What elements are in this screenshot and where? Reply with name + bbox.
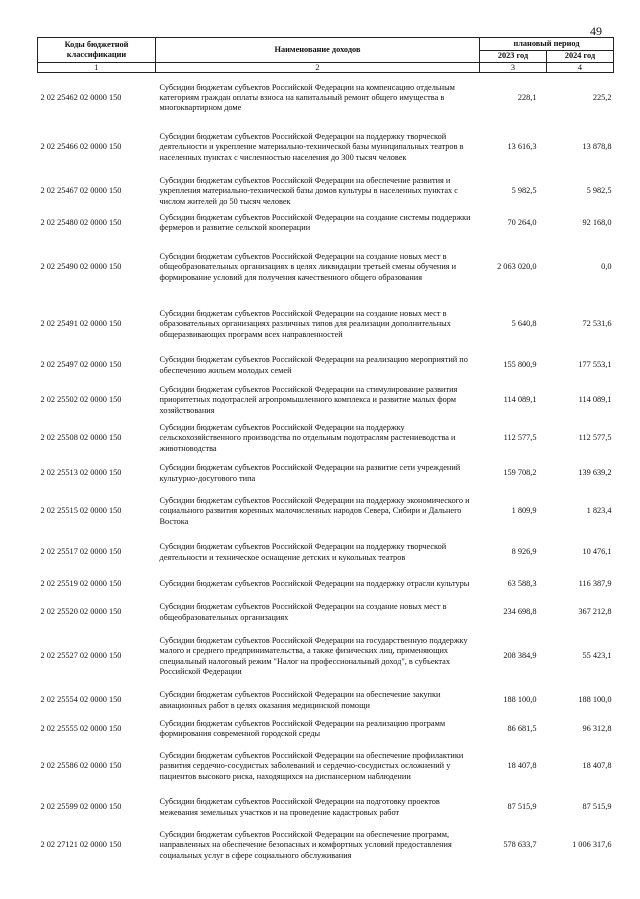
- table-row: [38, 792, 614, 824]
- value-2024: 116 387,9: [578, 578, 612, 588]
- value-2024: 55 423,1: [582, 651, 612, 661]
- value-2024: 72 531,6: [582, 319, 612, 329]
- code-column-header: Коды бюджетной классификации: [38, 38, 156, 63]
- value-2023: 188 100,0: [503, 695, 537, 705]
- column-number-4: 4: [547, 63, 614, 73]
- value-2024: 5 982,5: [586, 186, 612, 196]
- revenue-name: Субсидии бюджетам субъектов Российской Федерации на реализацию программ формирования современной городской среды: [159, 718, 446, 738]
- column-number-1: 1: [38, 63, 156, 73]
- table-row: [38, 211, 614, 236]
- table-row: [38, 173, 614, 211]
- revenue-name: Субсидии бюджетам субъектов Российской Федерации на государственную поддержку малого и среднего предпринимательства, а также физических лиц, применяющих специальный налоговый режим "Налог на профессиональный доход", в субъектах Российской Федерации: [159, 636, 468, 676]
- value-2023: 159 708,2: [503, 468, 537, 478]
- value-2023: 112 577,5: [503, 433, 537, 443]
- revenue-name: Субсидии бюджетам субъектов Российской Федерации на поддержку отрасли культуры: [159, 578, 470, 588]
- table-row: [38, 300, 614, 350]
- table-row: [38, 458, 614, 490]
- budget-code: 2 02 25513 02 0000 150: [40, 468, 122, 478]
- value-2023: 13 616,3: [507, 142, 537, 152]
- value-2023: 155 800,9: [503, 360, 537, 370]
- budget-code: 2 02 25497 02 0000 150: [40, 360, 122, 370]
- budget-code: 2 02 25508 02 0000 150: [40, 433, 122, 443]
- value-2024: 1 823,4: [586, 506, 612, 516]
- table-row: [38, 572, 614, 597]
- revenue-name: Субсидии бюджетам субъектов Российской Федерации на создание новых мест в образовательных организациях различных типов для реализации дополнительных общеразвивающих программ всех направленностей: [159, 309, 451, 339]
- value-2023: 2 063 020,0: [497, 262, 537, 272]
- year-2024-header: 2024 год: [547, 51, 614, 63]
- name-column-header: Наименование доходов: [156, 38, 480, 63]
- revenue-name: Субсидии бюджетам субъектов Российской Федерации на обеспечение профилактики развития сердечно-сосудистых заболеваний и сердечно-сосудистых осложнений у пациентов высокого риска, находящихся на диспансерном наблюдении: [159, 751, 464, 781]
- table-row: [38, 73, 614, 123]
- value-2024: 13 878,8: [582, 142, 612, 152]
- table-header: [38, 38, 614, 73]
- budget-code: 2 02 25519 02 0000 150: [40, 578, 122, 588]
- table-row: [38, 236, 614, 300]
- value-2023: 5 982,5: [511, 186, 537, 196]
- budget-code: 2 02 25502 02 0000 150: [40, 395, 122, 405]
- value-2023: 208 384,9: [503, 651, 537, 661]
- budget-code: 2 02 25490 02 0000 150: [40, 262, 122, 272]
- budget-code: 2 02 25462 02 0000 150: [40, 92, 122, 102]
- table-row: [38, 490, 614, 534]
- table-row: [38, 382, 614, 420]
- budget-code: 2 02 25599 02 0000 150: [40, 802, 122, 812]
- value-2024: 177 553,1: [578, 360, 612, 370]
- value-2023: 234 698,8: [503, 607, 537, 617]
- revenue-name: Субсидии бюджетам субъектов Российской Федерации на развитие сети учреждений культурно-досугового типа: [159, 463, 461, 483]
- value-2024: 114 089,1: [578, 395, 612, 405]
- revenue-name: Субсидии бюджетам субъектов Российской Федерации на поддержку экономического и социального развития коренных малочисленных народов Севера, Сибири и Дальнего Востока: [159, 496, 470, 526]
- table-row: [38, 420, 614, 458]
- table-row: [38, 717, 614, 742]
- table-row: [38, 350, 614, 382]
- value-2024: 92 168,0: [582, 217, 612, 227]
- revenue-name: Субсидии бюджетам субъектов Российской Федерации на создание системы поддержки фермеров и развитие сельской кооперации: [159, 212, 471, 232]
- value-2024: 1 006 317,6: [572, 840, 612, 850]
- table-row: [38, 123, 614, 173]
- budget-code: 2 02 25515 02 0000 150: [40, 506, 122, 516]
- value-2024: 96 312,8: [582, 723, 612, 733]
- revenue-name: Субсидии бюджетам субъектов Российской Федерации на поддержку творческой деятельности и техническое оснащение детских и кукольных театров: [159, 542, 447, 562]
- revenue-name: Субсидии бюджетам субъектов Российской Федерации на реализацию мероприятий по обеспечению жильем молодых семей: [159, 355, 468, 375]
- budget-code: 2 02 25527 02 0000 150: [40, 651, 122, 661]
- value-2023: 1 809,9: [511, 506, 537, 516]
- budget-code: 2 02 25554 02 0000 150: [40, 695, 122, 705]
- revenue-name: Субсидии бюджетам субъектов Российской Федерации на обеспечение развития и укрепления материально-технической базы домов культуры в населенных пунктах с числом жителей до 50 тысяч человек: [159, 176, 458, 206]
- revenue-name: Субсидии бюджетам субъектов Российской Федерации на создание новых мест в общеобразовательных организациях: [159, 602, 447, 622]
- value-2023: 70 264,0: [507, 217, 537, 227]
- revenue-table: [37, 37, 614, 868]
- revenue-name: Субсидии бюджетам субъектов Российской Федерации на поддержку творческой деятельности и укрепление материально-технической базы муниципальных театров в населенных пунктах с численностью населения до 300 тысяч человек: [159, 132, 464, 162]
- value-2023: 18 407,8: [507, 761, 537, 771]
- value-2023: 87 515,9: [507, 802, 537, 812]
- value-2024: 112 577,5: [578, 433, 612, 443]
- revenue-name: Субсидии бюджетам субъектов Российской Федерации на поддержку сельскохозяйственного производства по отдельным подотраслям растениеводства и животноводства: [159, 423, 456, 453]
- value-2023: 578 633,7: [503, 840, 537, 850]
- revenue-name: Субсидии бюджетам субъектов Российской Федерации на стимулирование развития приоритетных подотраслей агропромышленного комплекса и развитие малых форм хозяйствования: [159, 385, 458, 415]
- column-number-2: 2: [156, 63, 480, 73]
- value-2023: 8 926,9: [511, 547, 537, 557]
- value-2024: 87 515,9: [582, 802, 612, 812]
- page-number: 49: [590, 24, 602, 38]
- revenue-name: Субсидии бюджетам субъектов Российской Федерации на обеспечение закупки авиационных работ в целях оказания медицинской помощи: [159, 690, 441, 710]
- value-2023: 228,1: [517, 92, 537, 102]
- table-row: [38, 534, 614, 572]
- value-2023: 63 588,3: [507, 578, 537, 588]
- budget-code: 2 02 25466 02 0000 150: [40, 142, 122, 152]
- revenue-name: Субсидии бюджетам субъектов Российской Федерации на создание новых мест в общеобразовательных организациях в целях ликвидации третьей смены обучения и формирование условий для получения качественного общего образования: [159, 252, 457, 282]
- value-2024: 10 476,1: [582, 547, 612, 557]
- value-2024: 225,2: [592, 92, 612, 102]
- budget-code: 2 02 25555 02 0000 150: [40, 723, 122, 733]
- budget-code: 2 02 25520 02 0000 150: [40, 607, 122, 617]
- revenue-name: Субсидии бюджетам субъектов Российской Федерации на компенсацию отдельным категориям граждан оплаты взноса на капитальный ремонт общего имущества в многоквартирном доме: [159, 82, 455, 112]
- plan-period-header: плановый период: [480, 38, 614, 51]
- value-2023: 5 640,8: [511, 319, 537, 329]
- budget-code: 2 02 25480 02 0000 150: [40, 217, 122, 227]
- value-2024: 18 407,8: [582, 761, 612, 771]
- budget-code: 2 02 27121 02 0000 150: [40, 840, 122, 850]
- budget-code: 2 02 25467 02 0000 150: [40, 186, 122, 196]
- value-2024: 0,0: [601, 262, 612, 272]
- value-2024: 188 100,0: [578, 695, 612, 705]
- value-2024: 139 639,2: [578, 468, 612, 478]
- table-row: [38, 597, 614, 629]
- column-number-3: 3: [480, 63, 547, 73]
- value-2023: 114 089,1: [503, 395, 537, 405]
- budget-code: 2 02 25491 02 0000 150: [40, 319, 122, 329]
- value-2024: 367 212,8: [578, 607, 612, 617]
- table-row: [38, 685, 614, 717]
- budget-code: 2 02 25517 02 0000 150: [40, 547, 122, 557]
- value-2023: 86 681,5: [507, 723, 537, 733]
- revenue-name: Субсидии бюджетам субъектов Российской Федерации на подготовку проектов межевания земельных участков и на проведение кадастровых работ: [159, 797, 440, 817]
- table-body: [38, 73, 614, 868]
- table-row: [38, 629, 614, 685]
- table-row: [38, 742, 614, 792]
- revenue-name: Субсидии бюджетам субъектов Российской Федерации на обеспечение программ, направленных на обеспечение безопасных и комфортных условий предоставления социальных услуг в сфере социального обслуживания: [159, 830, 452, 860]
- table-row: [38, 824, 614, 868]
- year-2023-header: 2023 год: [480, 51, 547, 63]
- budget-code: 2 02 25586 02 0000 150: [40, 761, 122, 771]
